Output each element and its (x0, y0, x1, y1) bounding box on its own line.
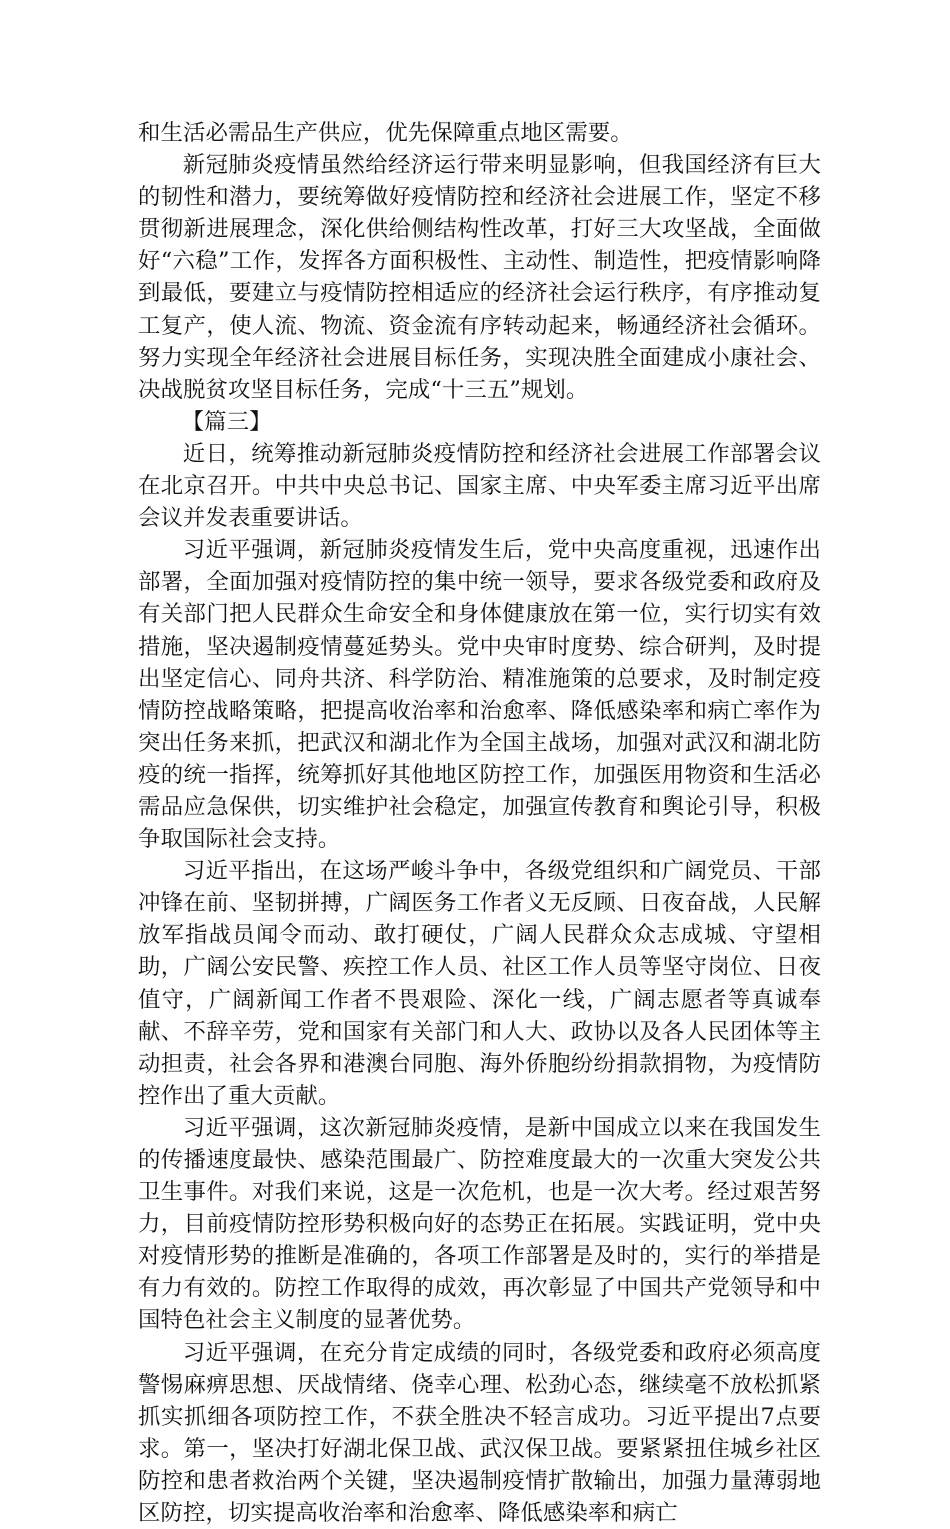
paragraph-continuation: 和生活必需品生产供应，优先保障重点地区需要。 (138, 120, 633, 146)
paragraph-major-event: 习近平强调，这次新冠肺炎疫情，是新中国成立以来在我国发生的传播速度最快、感染范围最广、防控难度最大的一次重大突发公共卫生事件。对我们来说，这是一次危机，也是一次大考。经过艰苦努力，目前疫情防控形势积极向好的态势正在拓展。实践证明，党中央对疫情形势的推断是准确的，各项工作部署是及时的，实行的举措是有力有效的。防控工作取得的成效，再次彰显了中国共产党领导和中国特色社会主义制度的显著优势。 (138, 1114, 821, 1334)
paragraph-meeting-intro: 近日，统筹推动新冠肺炎疫情防控和经济社会进展工作部署会议在北京召开。中共中央总书记、国家主席、中央军委主席习近平出席会议并发表重要讲话。 (138, 440, 821, 532)
paragraph-frontline-workers: 习近平指出，在这场严峻斗争中，各级党组织和广阔党员、干部冲锋在前、坚韧拼搏，广阔医务工作者义无反顾、日夜奋战，人民解放军指战员闻令而动、敢打硬仗，广阔人民群众众志成城、守望相助，广阔公安民警、疾控工作人员、社区工作人员等坚守岗位、日夜值守，广阔新闻工作者不畏艰险、深化一线，广阔志愿者等真诚奉献、不辞辛劳，党和国家有关部门和人大、政协以及各人民团体等主动担责，社会各界和港澳台同胞、海外侨胞纷纷捐款捐物，为疫情防控作出了重大贡献。 (138, 858, 821, 1109)
paragraph-seven-requirements: 习近平强调，在充分肯定成绩的同时，各级党委和政府必须高度警惕麻痹思想、厌战情绪、侥幸心理、松劲心态，继续毫不放松抓紧抓实抓细各项防控工作，不获全胜决不轻言成功。习近平提出7点要求。第一，坚决打好湖北保卫战、武汉保卫战。要紧紧扭住城乡社区防控和患者救治两个关键，坚决遏制疫情扩散输出，加强力量薄弱地区防控，切实提高收治率和治愈率、降低感染率和病亡 (138, 1339, 821, 1527)
paragraph-economy: 新冠肺炎疫情虽然给经济运行带来明显影响，但我国经济有巨大的韧性和潜力，要统筹做好疫情防控和经济社会进展工作，坚定不移贯彻新进展理念，深化供给侧结构性改革，打好三大攻坚战，全面做好“六稳”工作，发挥各方面积极性、主动性、制造性，把疫情影响降到最低，要建立与疫情防控相适应的经济社会运行秩序，有序推动复工复产，使人流、物流、资金流有序转动起来，畅通经济社会循环。努力实现全年经济社会进展目标任务，实现决胜全面建成小康社会、决战脱贫攻坚目标任务，完成“十三五”规划。 (138, 152, 821, 403)
document-page (138, 117, 821, 1529)
paragraph-central-leadership: 习近平强调，新冠肺炎疫情发生后，党中央高度重视，迅速作出部署，全面加强对疫情防控的集中统一领导，要求各级党委和政府及有关部门把人民群众生命安全和身体健康放在第一位，实行切实有效措施，坚决遏制疫情蔓延势头。党中央审时度势、综合研判，及时提出坚定信心、同舟共济、科学防治、精准施策的总要求，及时制定疫情防控战略策略，把提高收治率和治愈率、降低感染率和病亡率作为突出任务来抓，把武汉和湖北作为全国主战场，加强对武汉和湖北防疫的统一指挥，统筹抓好其他地区防控工作，加强医用物资和生活必需品应急保供，切实维护社会稳定，加强宣传教育和舆论引导，积极争取国际社会支持。 (138, 537, 821, 853)
section-heading-part-three: 【篇三】 (181, 408, 272, 435)
